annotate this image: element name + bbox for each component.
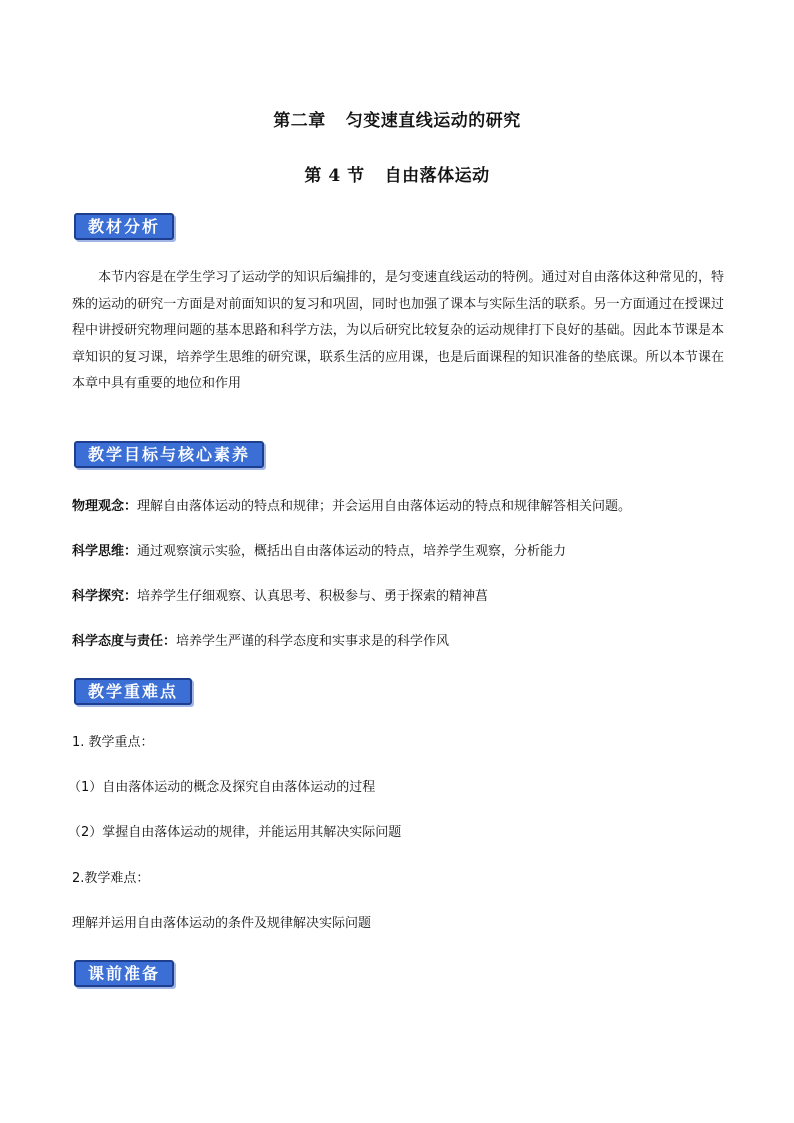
chapter-name: 匀变速直线运动的研究 (345, 111, 521, 131)
header-key-points: 教学重难点 (74, 678, 192, 705)
goal-label: 物理观念： (72, 499, 138, 514)
section-name: 自由落体运动 (384, 166, 490, 186)
goal-label: 科学探究： (72, 589, 138, 604)
goal-attitude-responsibility (72, 635, 724, 648)
chapter-title (0, 106, 794, 131)
header-goals: 教学目标与核心素养 (74, 441, 264, 468)
section-number: 第 4 节 (304, 166, 365, 186)
goal-text: 培养学生严谨的科学态度和实事求是的科学作风 (176, 634, 450, 649)
difficulty-heading: 2.教学难点： (72, 871, 150, 886)
focus-item: （1）自由落体运动的概念及探究自由落体运动的过程 (68, 780, 376, 795)
analysis-paragraph: 本节内容是在学生学习了运动学的知识后编排的，是匀变速直线运动的特例。通过对自由落体这种常见的，特殊的运动的研究一方面是对前面知识的复习和巩固，同时也加强了课本与实际生活的联系。另一方面通过在授课过程中讲授研究物理问题的基本思路和科学方法，为以后研究比较复杂的运动规律打下良好的基础。因此本节课是本章知识的复习课，培养学生思维的研究课，联系生活的应用课，也是后面课程的知识准备的垫底课。所以本节课在本章中具有重要的地位和作用 (72, 270, 724, 391)
section-title (0, 161, 794, 186)
goal-scientific-thinking (72, 545, 724, 558)
goal-label: 科学态度与责任： (72, 634, 177, 649)
header-prep: 课前准备 (74, 960, 174, 987)
focus-item: （2）掌握自由落体运动的规律，并能运用其解决实际问题 (68, 825, 402, 840)
focus-heading: 1. 教学重点： (72, 735, 154, 750)
goal-label: 科学思维： (72, 544, 138, 559)
goal-text: 理解自由落体运动的特点和规律；并会运用自由落体运动的特点和规律解答相关问题。 (137, 499, 632, 514)
goal-text: 通过观察演示实验，概括出自由落体运动的特点，培养学生观察，分析能力 (137, 544, 567, 559)
goal-physics-concept (72, 500, 724, 513)
difficulty-text: 理解并运用自由落体运动的条件及规律解决实际问题 (72, 916, 372, 931)
goal-scientific-inquiry (72, 590, 724, 603)
header-analysis: 教材分析 (74, 213, 174, 240)
chapter-number: 第二章 (273, 111, 326, 131)
goal-text: 培养学生仔细观察、认真思考、积极参与、勇于探索的精神菖 (137, 589, 489, 604)
